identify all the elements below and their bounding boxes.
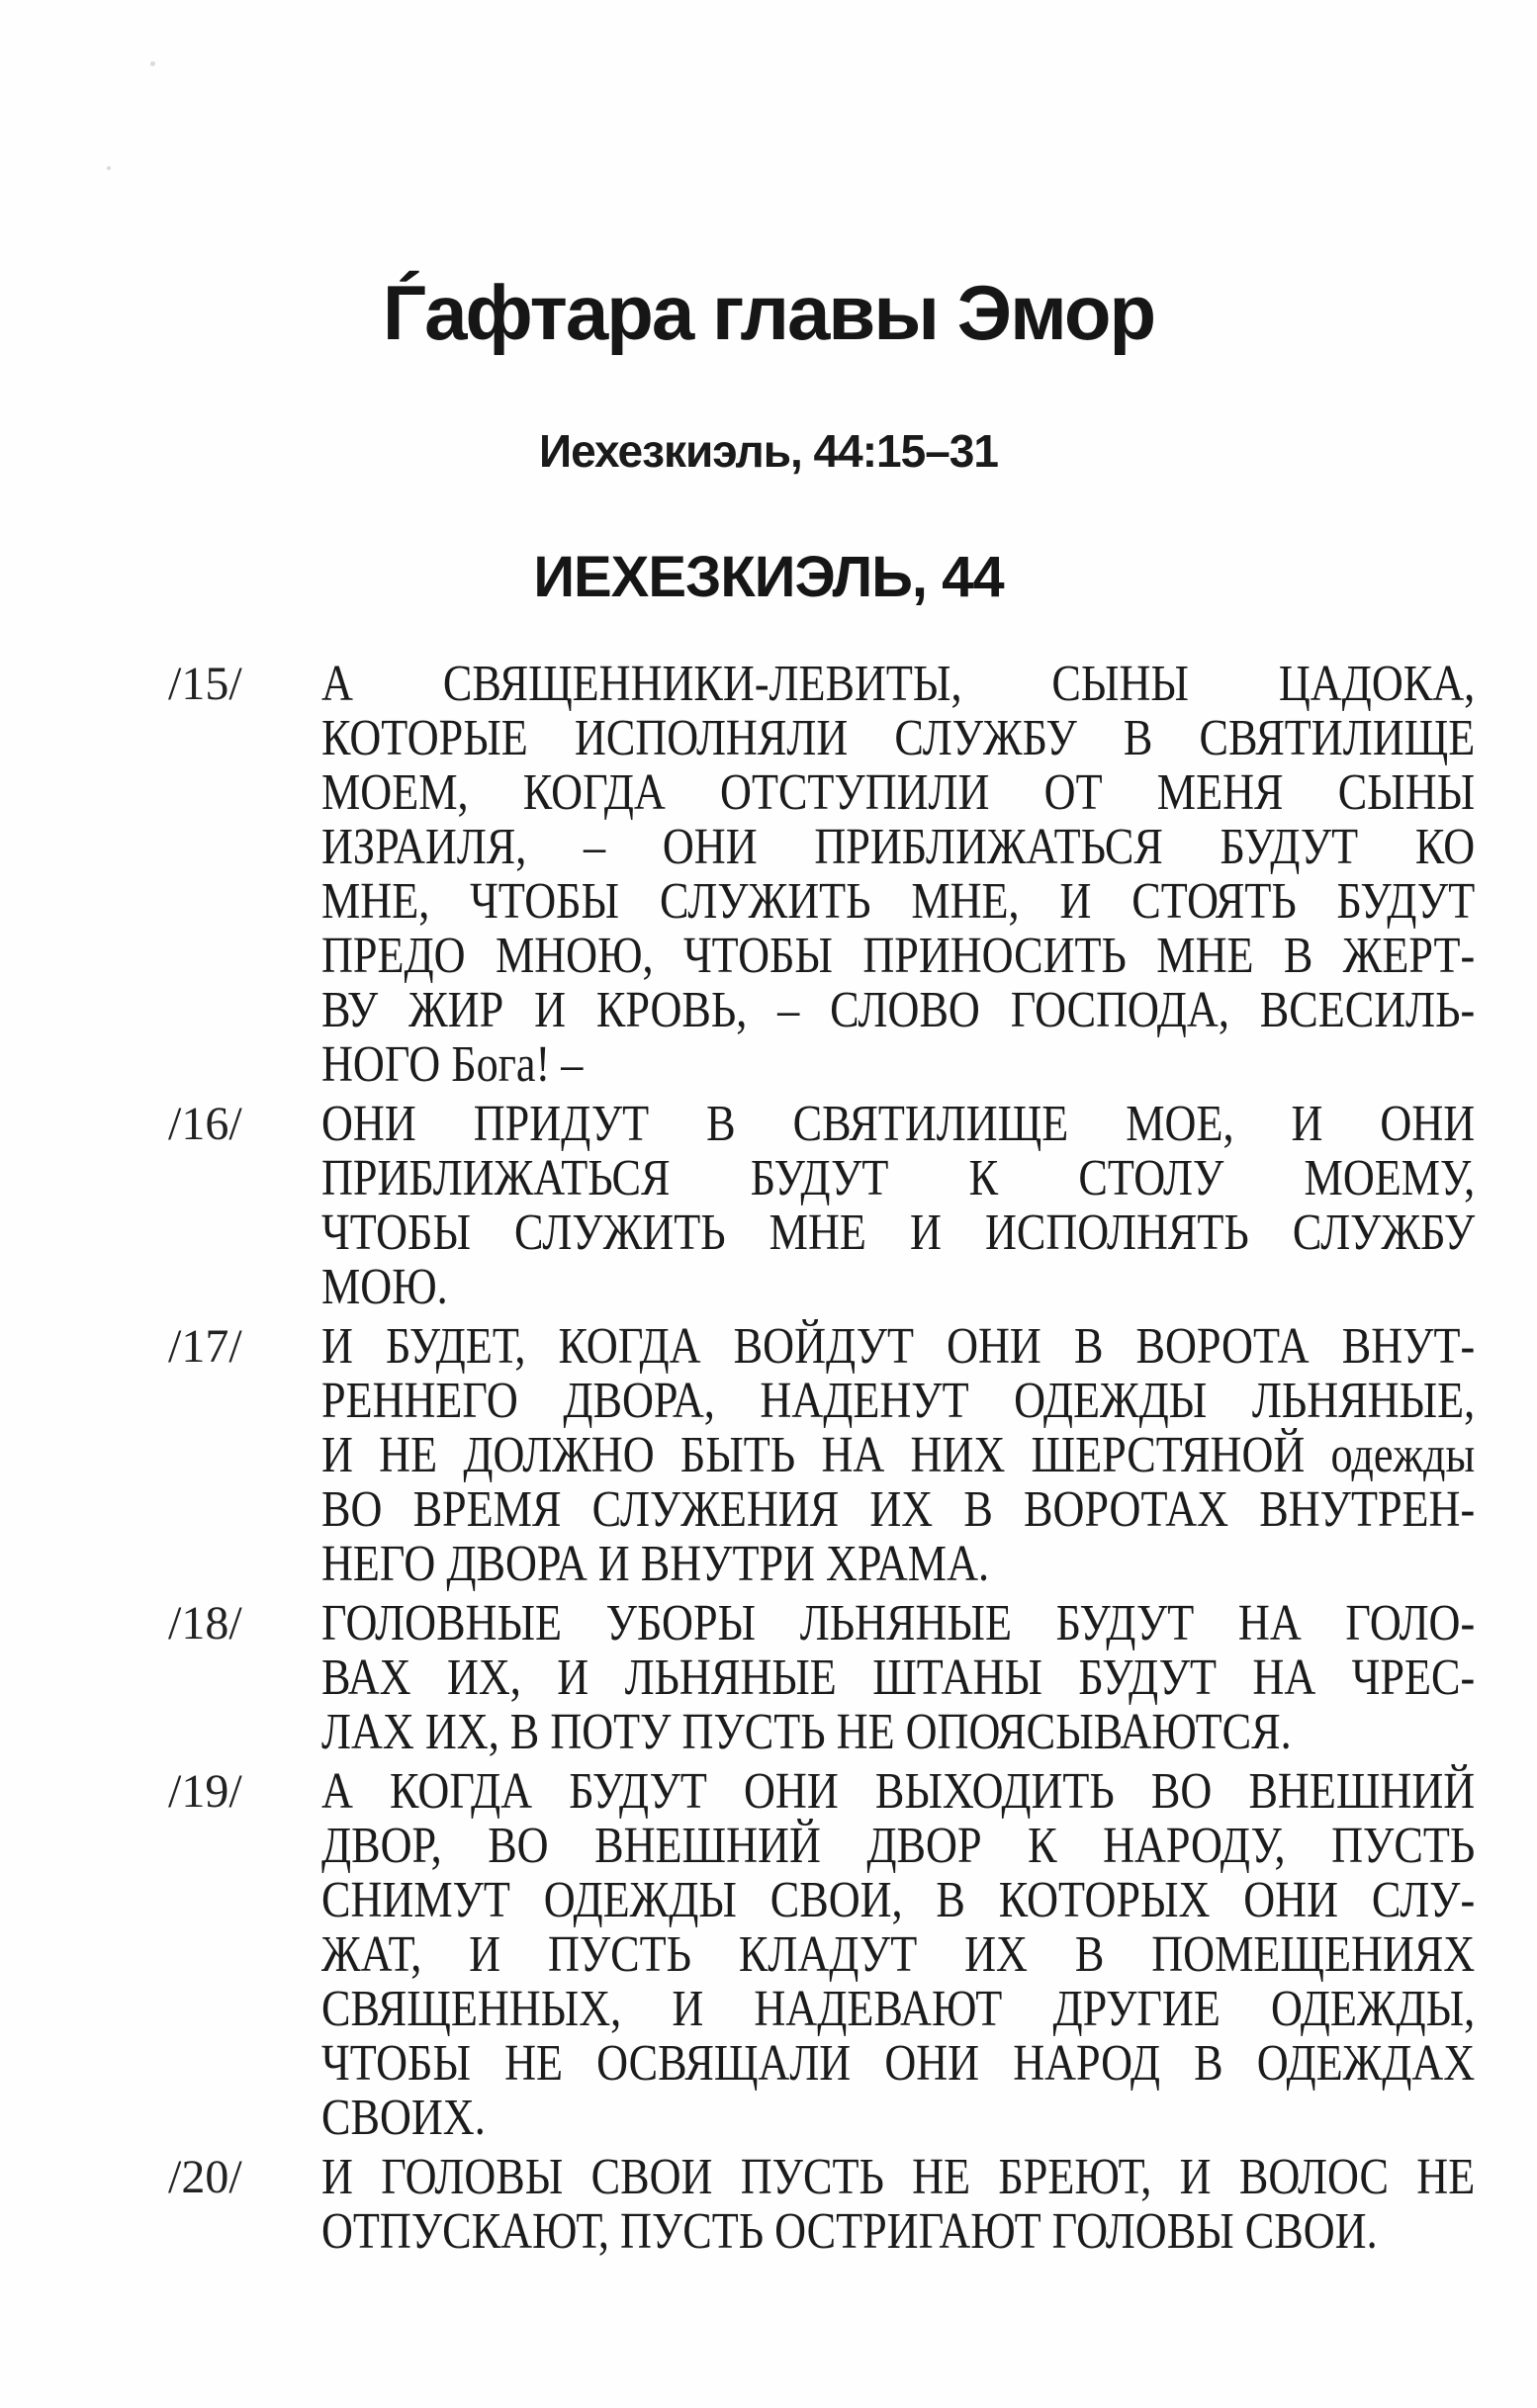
verse-line: ВО ВРЕМЯ СЛУЖЕНИЯ ИХ В ВОРОТАХ ВНУТРЕН- [321, 1481, 1476, 1538]
verse-number: /15/ [168, 658, 242, 710]
verse-line: СНИМУТ ОДЕЖДЫ СВОИ, В КОТОРЫХ ОНИ СЛУ- [321, 1872, 1476, 1928]
verse-line: И ГОЛОВЫ СВОИ ПУСТЬ НЕ БРЕЮТ, И ВОЛОС НЕ [321, 2149, 1476, 2205]
verse-line: РЕННЕГО ДВОРА, НАДЕНУТ ОДЕЖДЫ ЛЬНЯНЫЕ, [321, 1373, 1476, 1429]
verse-number: /18/ [168, 1597, 242, 1650]
verse-line: СВОИХ. [321, 2090, 486, 2146]
verse-line: ВАХ ИХ, И ЛЬНЯНЫЕ ШТАНЫ БУДУТ НА ЧРЕС- [321, 1650, 1476, 1706]
verse-list [0, 657, 1537, 2264]
verse-line: И БУДЕТ, КОГДА ВОЙДУТ ОНИ В ВОРОТА ВНУТ- [321, 1318, 1476, 1375]
verse-row [168, 1596, 1537, 1759]
verse-number: /17/ [168, 1320, 242, 1373]
verse-row [168, 1319, 1537, 1591]
verse-line: МОЕМ, КОГДА ОТСТУПИЛИ ОТ МЕНЯ СЫНЫ [321, 764, 1476, 821]
verse-text [321, 1319, 1475, 1591]
verse-line: НОГО Бога! – [321, 1036, 584, 1093]
verse-text [321, 1097, 1475, 1314]
verse-line: ЧТОБЫ СЛУЖИТЬ МНЕ И ИСПОЛНЯТЬ СЛУЖБУ [321, 1204, 1476, 1261]
verse-line: ДВОР, ВО ВНЕШНИЙ ДВОР К НАРОДУ, ПУСТЬ [321, 1818, 1476, 1874]
page-subtitle: Иехезкиэль, 44:15–31 [539, 425, 998, 477]
verse-line: ГОЛОВНЫЕ УБОРЫ ЛЬНЯНЫЕ БУДУТ НА ГОЛО- [321, 1595, 1476, 1651]
verse-line: ОТПУСКАЮТ, ПУСТЬ ОСТРИГАЮТ ГОЛОВЫ СВОИ. [321, 2203, 1378, 2260]
verse-line: ИЗРАИЛЯ, – ОНИ ПРИБЛИЖАТЬСЯ БУДУТ КО [321, 819, 1476, 875]
verse-row [168, 1097, 1537, 1314]
verse-line: ЧТОБЫ НЕ ОСВЯЩАЛИ ОНИ НАРОД В ОДЕЖДАХ [321, 2035, 1476, 2092]
verse-number: /16/ [168, 1098, 242, 1150]
verse-line: А СВЯЩЕННИКИ-ЛЕВИТЫ, СЫНЫ ЦАДОКА, [321, 656, 1476, 712]
verse-row [168, 2150, 1537, 2259]
page-title: Ѓафтара главы Эмор [382, 269, 1155, 356]
verse-line: МОЮ. [321, 1259, 448, 1315]
verse-line: ЖАТ, И ПУСТЬ КЛАДУТ ИХ В ПОМЕЩЕНИЯХ [321, 1926, 1476, 1983]
verse-line: И НЕ ДОЛЖНО БЫТЬ НА НИХ ШЕРСТЯНОЙ одежды [321, 1427, 1476, 1483]
verse-text [321, 1764, 1475, 2145]
verse-row [168, 657, 1537, 1092]
verse-line: КОТОРЫЕ ИСПОЛНЯЛИ СЛУЖБУ В СВЯТИЛИЩЕ [321, 710, 1476, 766]
verse-line: ОНИ ПРИДУТ В СВЯТИЛИЩЕ МОЕ, И ОНИ [321, 1096, 1476, 1152]
verse-line: ЛАХ ИХ, В ПОТУ ПУСТЬ НЕ ОПОЯСЫВАЮТСЯ. [321, 1704, 1292, 1760]
scan-speck [150, 61, 155, 66]
verse-line: ПРЕДО МНОЮ, ЧТОБЫ ПРИНОСИТЬ МНЕ В ЖЕРТ- [321, 928, 1476, 984]
section-heading: ИЕХЕЗКИЭЛЬ, 44 [533, 545, 1004, 609]
scan-speck [107, 166, 111, 170]
verse-text [321, 657, 1475, 1092]
verse-text [321, 2150, 1475, 2259]
verse-line: НЕГО ДВОРА И ВНУТРИ ХРАМА. [321, 1536, 990, 1592]
verse-number: /19/ [168, 1765, 242, 1818]
verse-line: СВЯЩЕННЫХ, И НАДЕВАЮТ ДРУГИЕ ОДЕЖДЫ, [321, 1981, 1476, 2037]
verse-line: ПРИБЛИЖАТЬСЯ БУДУТ К СТОЛУ МОЕМУ, [321, 1150, 1476, 1206]
verse-row [168, 1764, 1537, 2145]
verse-line: МНЕ, ЧТОБЫ СЛУЖИТЬ МНЕ, И СТОЯТЬ БУДУТ [321, 873, 1476, 930]
verse-line: ВУ ЖИР И КРОВЬ, – СЛОВО ГОСПОДА, ВСЕСИЛЬ- [321, 982, 1476, 1038]
verse-number: /20/ [168, 2151, 242, 2203]
verse-line: А КОГДА БУДУТ ОНИ ВЫХОДИТЬ ВО ВНЕШНИЙ [321, 1763, 1476, 1820]
verse-text [321, 1596, 1475, 1759]
